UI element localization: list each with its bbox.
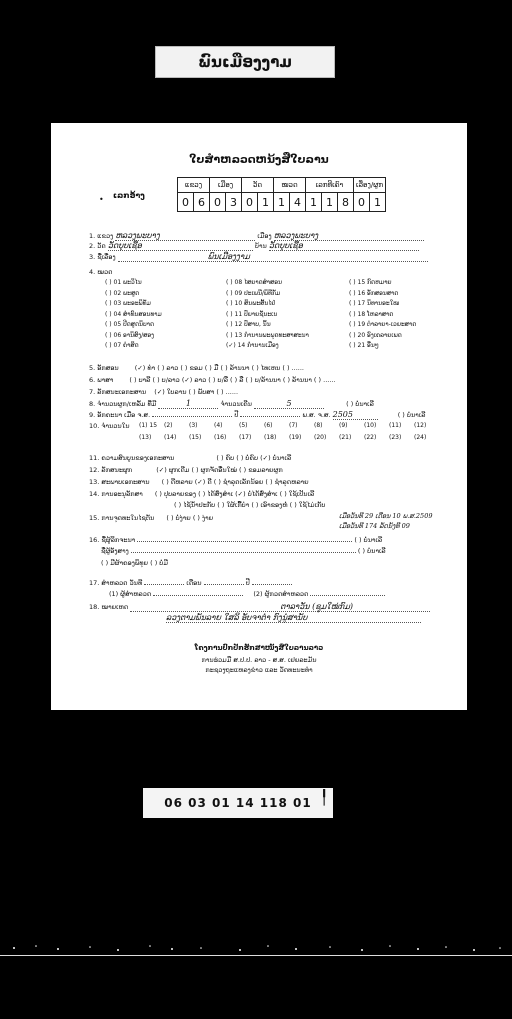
conservation-row-2: ( ) ໄຊ້ນໍ້າປະກັບ ( ) ໃຜ້ເກື້ບໍາ ( ) ເອົາຂອງຫ່ໍ ( ) ໃຊ້ໄມ່ເກັບ bbox=[174, 501, 326, 509]
footer-project: ໂຄງການປົກປັກຮັກສາໜັງສືໃບລານລາວ bbox=[194, 644, 324, 652]
check-mark-icon: ╿ bbox=[320, 790, 329, 806]
author-row: 16. ຊື່ຜູ້ລິກຈະນາ ( ) ບໍ່ນາເລີ bbox=[89, 536, 383, 544]
code-digit: 3 bbox=[226, 193, 242, 212]
code-digit: 0 bbox=[178, 193, 194, 212]
code-digit: 1 bbox=[274, 193, 290, 212]
language-row: 6. ພາສາ ( ) ບາລີ ( ) ບ/ລາວ (✓) ລາວ ( ) ບ/ລື ( ) ລື ( ) ບ/ລ້ານນາ ( ) ລ້ານນາ ( ) ...... bbox=[89, 376, 336, 384]
code-table bbox=[177, 177, 386, 212]
code-digit: 0 bbox=[210, 193, 226, 212]
material-row: 7. ລັກສນະເອກະສານ (✓) ໃບລານ ( ) ພັບສາ ( ) ...... bbox=[89, 388, 239, 396]
code-digit: 1 bbox=[322, 193, 338, 212]
code-digit: 1 bbox=[258, 193, 274, 212]
binding-row: 12. ລັກສນະຜູກ (✓) ຜູກເດີມ ( ) ຜູກຈັດອື່ນໃໝ່ ( ) ຂອມລາຍຜູກ bbox=[89, 466, 283, 474]
remarks-line-2: ລວງຕາມພັນລາຍ ໃສລິ ອັບຈາຕຳ ກົງນູໍສານັບ bbox=[166, 613, 421, 623]
code-digit: 6 bbox=[194, 193, 210, 212]
form-title: ໃບສຳຫລວດຫນ້ງສືໃບລານ bbox=[189, 153, 329, 166]
footer-cooperation: ການຮ່ວມມື ສ.ປ.ປ. ລາວ - ສ.ສ. ເຢຍລະມັນ bbox=[201, 656, 317, 664]
code-digit: 0 bbox=[242, 193, 258, 212]
fascicle-count-row: 8. ຈຳນວນຜູກ/ເຫລັ້ມ ທີ່ມີ 1 ຈຳນວນເຄີນ 5 ( ) ບໍ່ນາເລີ bbox=[89, 399, 374, 408]
story-title-row: 3. ຊື່ເລື່ອງ ພົນເມືອງງາມ bbox=[89, 252, 428, 262]
survey-date-2: ເມື່ອວັນທີ 174 ລັດນັງທີ 09 bbox=[339, 522, 410, 530]
survey-date-row: 17. ສຳຫລວດ ວັນທີ ເດືອນ ປີ bbox=[89, 579, 292, 587]
conservation-row: 14. ການອະນຸລັກສາ ( ) ປຸບລາຍຂອງ ( ) ໄດ້ສົ່ງສໍາເ (✓) ບໍ່ໄດ້ສົ່ງສໍາເ ( ) ໃຊ້ເປັນເລີ bbox=[89, 490, 315, 498]
manuscript-title-label: ພົນເມືອງງາມ bbox=[155, 46, 335, 78]
code-header: ເມືອງ bbox=[210, 178, 242, 193]
code-digit: 1 bbox=[306, 193, 322, 212]
code-header: ເລກທີເຄົາ bbox=[306, 178, 354, 193]
code-header: ເລື່ອງ/ຜູກ bbox=[354, 178, 386, 193]
province-row: 1. ແຂວງ ຫລວງພະບາງ ເມືອງ ຫລວງພະບາງ bbox=[89, 231, 424, 241]
code-digit: 1 bbox=[370, 193, 386, 212]
cloth-wrap-row: ( ) ມີຜ້າຄອງພິທຸຍ ( ) ບໍ່ມີ bbox=[101, 559, 168, 567]
film-edge-line bbox=[0, 955, 512, 956]
script-row: 5. ອັກສອນ (✓) ທຳ ( ) ລາວ ( ) ຂອມ ( ) ມື ( ) ລ້ານນາ ( ) ໄທເຫນ ( ) ...... bbox=[89, 364, 304, 372]
code-header: ໝວດ bbox=[274, 178, 306, 193]
ease-of-reading-row: 15. ການຈຸດທະໃນໄຊຕັນ ( ) ບໍ່ງ່າຍ ( ) ງ່າຍ bbox=[89, 514, 214, 522]
category-column-2: ( ) 08 ໄສຍາດສຳສອນ ( ) 09 ປະເພນີ/ພິທີກັມ ( ) 10 ສິນພະສັ້ນໄຢ່ ( ) 11 ປົຍາຍຊັນະເນ ( ) 12 ປົສາບ, ນິ້ນ ( ) 13 ກ່ຳນານພະພຸດທະສາສະນາ (✓) 14 ກ່ຳນານເມືອງ bbox=[226, 279, 309, 349]
remarks-row: 18. ໝາຍເຫດ ຕາລາວັນ (ຊຸມໃໝ່ກົມ) bbox=[89, 602, 430, 612]
category-row: 4. ໝວດ bbox=[89, 268, 113, 276]
category-column-1: ( ) 01 ພະວິໄນ ( ) 02 ພະສູດ ( ) 03 ພະອະພິທັມ ( ) 04 ສຳທົນສອນທາມ ( ) 05 ປີດສູດນິບາດ ( ) 06 ອານິສົງ/ສອງ ( ) 07 ຄຳສິດ bbox=[105, 279, 162, 349]
leaf-count-numbers-bottom: (13) (14) (15) (16) (17) (18) (19) (20) (21) (22) (23) (24) bbox=[139, 434, 427, 441]
footer-ministry: ກະຊວງຖະແຫລງຂ່າວ ແລະ ວັດທະນະທຳ bbox=[205, 666, 313, 674]
completeness-row: 11. ຄວາມສົນບູນຂອງເອກະສານ ( ) ຄົບ ( ) ບໍ່ຄົບ (✓) ບໍ່ນາເລີ bbox=[89, 454, 292, 462]
date-written-row: 9. ອັກຄະນາ ເມື່ອ ຈ.ສ. ປີ ພ.ສ. ຈ.ສ. 2505 ( ) ບໍ່ນາເລີ bbox=[89, 410, 426, 419]
leaf-count-numbers-top: (1) 15 (2) (3) (4) (5) (6) (7) (8) (9) (10) (11) (12) bbox=[139, 422, 427, 429]
film-edge-noise bbox=[0, 940, 512, 964]
code-digit: 4 bbox=[290, 193, 306, 212]
temple-row: 2. ວັດ ວັດບຸບເຊືອ ບ້ານ ວັດບຸບເຊືອ bbox=[89, 241, 419, 251]
code-digit: 8 bbox=[338, 193, 354, 212]
leaf-count-row: 10. ຈຳນວນໃນ bbox=[89, 422, 130, 430]
code-header: ແຂວງ bbox=[178, 178, 210, 193]
surveyor-row: (1) ຜູ້ສຳຫລວດ (2) ຜູ້ກວດສຳຫລວດ bbox=[109, 590, 385, 598]
code-label: ເລກອ້າງ bbox=[113, 191, 145, 200]
catalog-number-strip: 06 03 01 14 118 01 bbox=[143, 788, 333, 818]
copyist-row: ຊື່ຜູ້ອັງສາງ ( ) ບໍ່ນາເລີ bbox=[101, 547, 386, 555]
condition-row: 13. ສະພາບເອກະສານ ( ) ດີຫລາຍ (✓) ດີ ( ) ຊຳລຸດເລັກນ້ອຍ ( ) ຊຳລຸດຫລາຍ bbox=[89, 478, 309, 486]
category-column-3: ( ) 15 ກົດຫມາຍ ( ) 16 ອັກສອນສາດ ( ) 17 ນິທານອະໃໝ ( ) 18 ໂຫລາສາດ ( ) 19 ຕຳລາຍາ-ເວຍະສາດ ( ) 20 ອົງເຄລາຍເພດ ( ) 21 ອື່ນໆ bbox=[349, 279, 417, 349]
bullet: • bbox=[99, 195, 104, 204]
code-digit: 0 bbox=[354, 193, 370, 212]
survey-date-1: ເມື່ອວັນທີ 29 ເດືອນ 10 ພ.ສ.2509 bbox=[339, 512, 433, 520]
survey-form bbox=[51, 123, 467, 710]
code-header: ວັດ bbox=[242, 178, 274, 193]
